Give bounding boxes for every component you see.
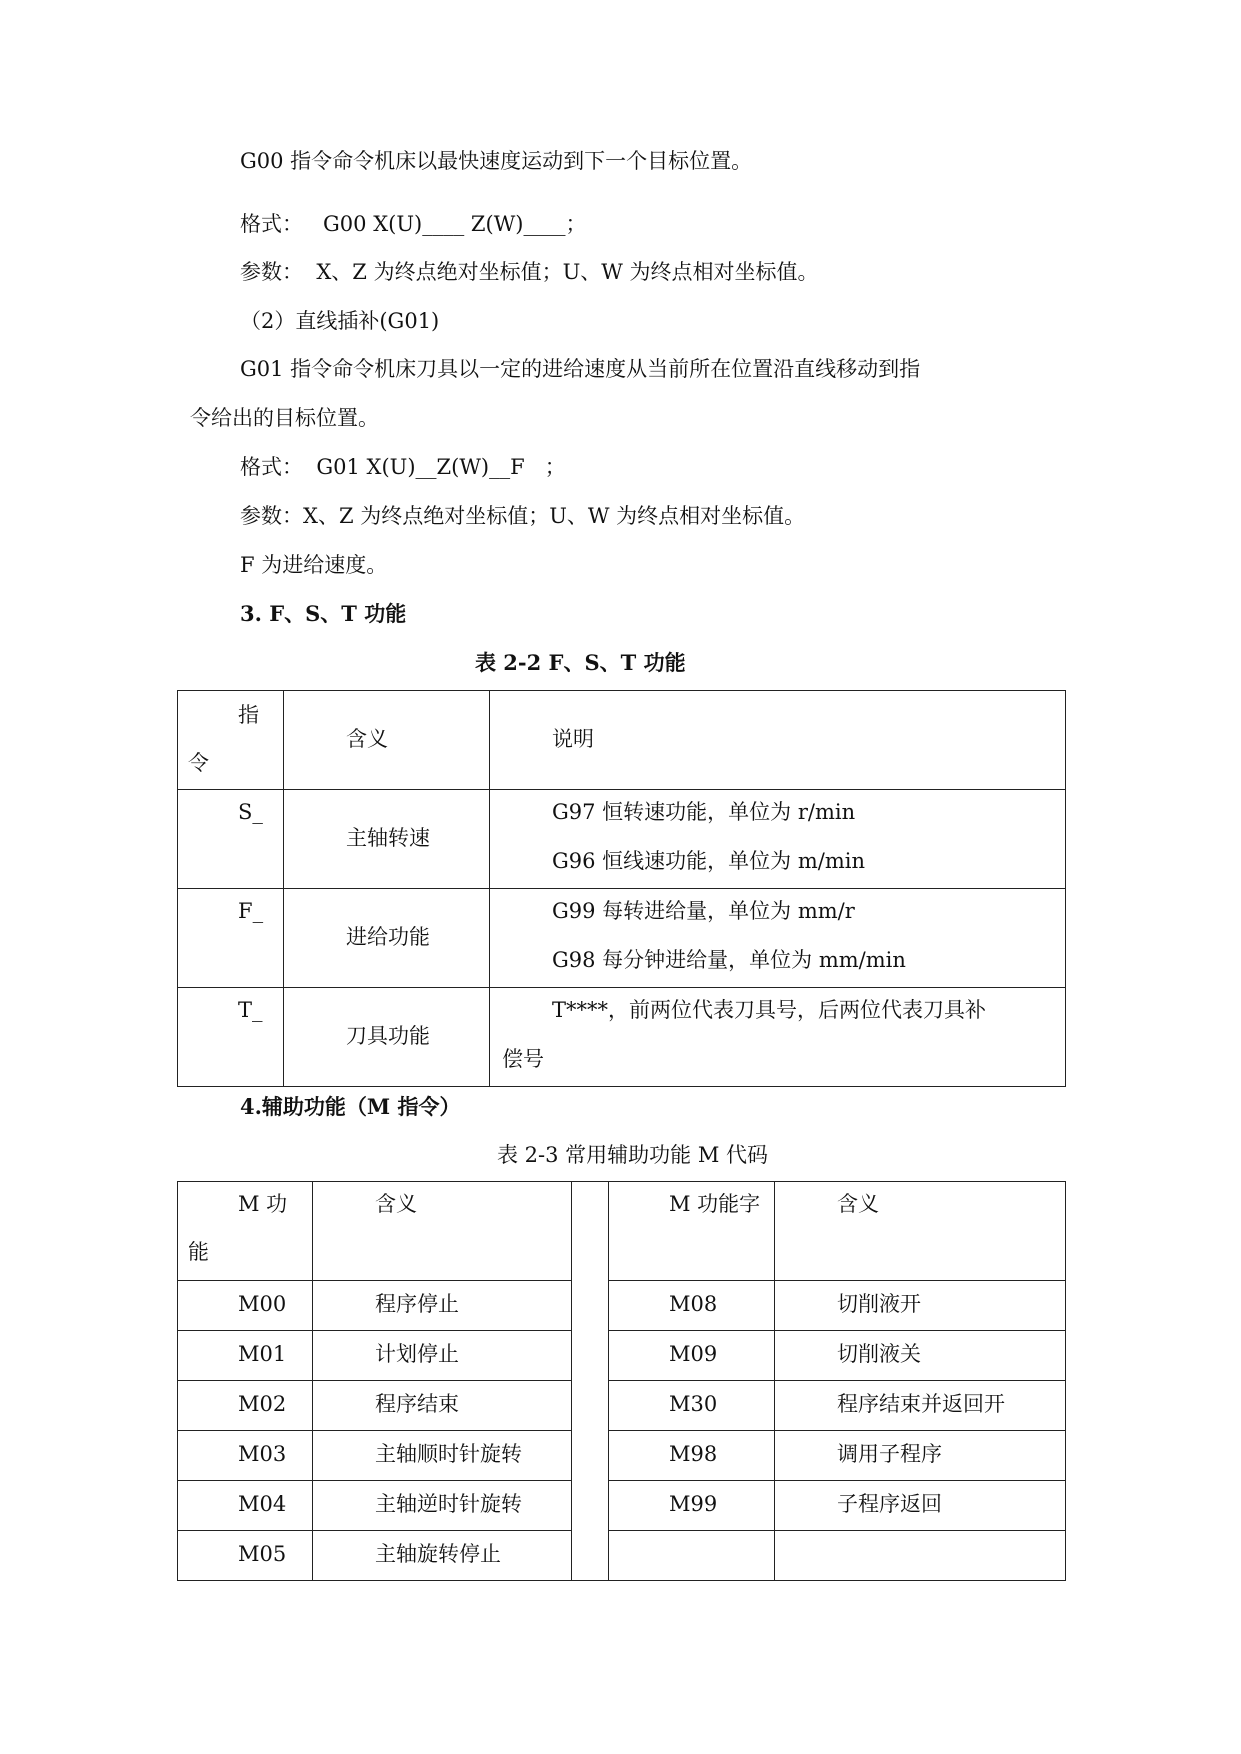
table-fst-functions — [177, 690, 1066, 1087]
table-2-3-caption: 表 2-3 常用辅助功能 M 代码 — [497, 1143, 769, 1167]
m-code: M04 — [238, 1492, 287, 1516]
paragraph-g01-format: 格式： G01 X(U)__Z(W)__F ； — [240, 455, 566, 479]
m-meaning: 程序停止 — [375, 1292, 459, 1316]
cmd-cell: T_ — [238, 998, 263, 1022]
paragraph-g01-heading: （2）直线插补(G01) — [240, 309, 440, 333]
m-meaning-right: 切削液开 — [837, 1292, 921, 1316]
paragraph-g00-params: 参数： X、Z 为终点绝对坐标值；U、W 为终点相对坐标值。 — [240, 260, 819, 284]
desc-line-1: G99 每转进给量，单位为 mm/r — [552, 899, 855, 923]
table-row — [178, 1431, 1066, 1481]
m-code-right: M98 — [669, 1442, 718, 1466]
meaning-cell: 主轴转速 — [346, 826, 430, 850]
table-row — [178, 1331, 1066, 1381]
header-meaning-right: 含义 — [837, 1192, 879, 1216]
paragraph-g01-desc-1: G01 指令命令机床刀具以一定的进给速度从当前所在位置沿直线移动到指 — [240, 357, 921, 381]
desc-line-2: G98 每分钟进给量，单位为 mm/min — [552, 948, 906, 972]
header-desc: 说明 — [552, 727, 594, 751]
m-meaning: 主轴旋转停止 — [375, 1542, 501, 1566]
m-meaning-right: 调用子程序 — [837, 1442, 942, 1466]
paragraph-g00-desc: G00 指令命令机床以最快速度运动到下一个目标位置。 — [240, 149, 753, 173]
header-m-right: M 功能字 — [669, 1192, 761, 1216]
cmd-cell: F_ — [238, 899, 264, 923]
m-code-right: M08 — [669, 1292, 718, 1316]
m-meaning: 主轴逆时针旋转 — [375, 1492, 522, 1516]
m-meaning-right: 切削液关 — [837, 1342, 921, 1366]
table-m-codes — [177, 1181, 1066, 1581]
paragraph-g01-params: 参数：X、Z 为终点绝对坐标值；U、W 为终点相对坐标值。 — [240, 504, 806, 528]
m-code: M05 — [238, 1542, 287, 1566]
m-code: M03 — [238, 1442, 287, 1466]
table-row — [178, 889, 1066, 988]
header-m-part2: 能 — [188, 1240, 209, 1264]
table-row — [178, 1481, 1066, 1531]
m-code-right: M30 — [669, 1392, 718, 1416]
desc-line-1: G97 恒转速功能，单位为 r/min — [552, 800, 856, 824]
paragraph-g00-format: 格式： G00 X(U)____ Z(W)____； — [240, 212, 587, 236]
m-meaning: 主轴顺时针旋转 — [375, 1442, 522, 1466]
header-meaning-left: 含义 — [375, 1192, 417, 1216]
table-row — [178, 1531, 1066, 1581]
desc-line-2: 偿号 — [502, 1047, 544, 1071]
table-row — [178, 1281, 1066, 1331]
cmd-cell: S_ — [238, 800, 263, 824]
m-code-right: M99 — [669, 1492, 718, 1516]
header-cmd-part2: 令 — [188, 751, 209, 775]
table-row — [178, 988, 1066, 1087]
paragraph-feed: F 为进给速度。 — [240, 553, 388, 577]
table-row — [178, 1381, 1066, 1431]
table-header-row — [178, 1182, 1066, 1281]
section-heading-fst: 3. F、S、T 功能 — [240, 601, 407, 626]
m-meaning-right: 子程序返回 — [837, 1492, 942, 1516]
header-meaning: 含义 — [346, 727, 388, 751]
section-heading-m-codes: 4.辅助功能（M 指令） — [240, 1094, 461, 1119]
table-row — [178, 790, 1066, 889]
m-meaning-right: 程序结束并返回开 — [837, 1392, 1005, 1416]
meaning-cell: 进给功能 — [346, 925, 430, 949]
table-2-2-caption: 表 2-2 F、S、T 功能 — [475, 650, 686, 675]
m-meaning: 计划停止 — [375, 1342, 459, 1366]
desc-line-1: T****，前两位代表刀具号，后两位代表刀具补 — [552, 998, 987, 1022]
paragraph-g01-desc-2: 令给出的目标位置。 — [190, 406, 379, 430]
header-m-part1: M 功 — [238, 1192, 288, 1216]
desc-line-2: G96 恒线速功能，单位为 m/min — [552, 849, 865, 873]
header-cmd-part1: 指 — [238, 703, 259, 727]
meaning-cell: 刀具功能 — [346, 1024, 430, 1048]
table-header-row — [178, 691, 1066, 790]
m-code-right: M09 — [669, 1342, 718, 1366]
m-meaning: 程序结束 — [375, 1392, 459, 1416]
m-code: M01 — [238, 1342, 287, 1366]
m-code: M02 — [238, 1392, 287, 1416]
m-code: M00 — [238, 1292, 287, 1316]
